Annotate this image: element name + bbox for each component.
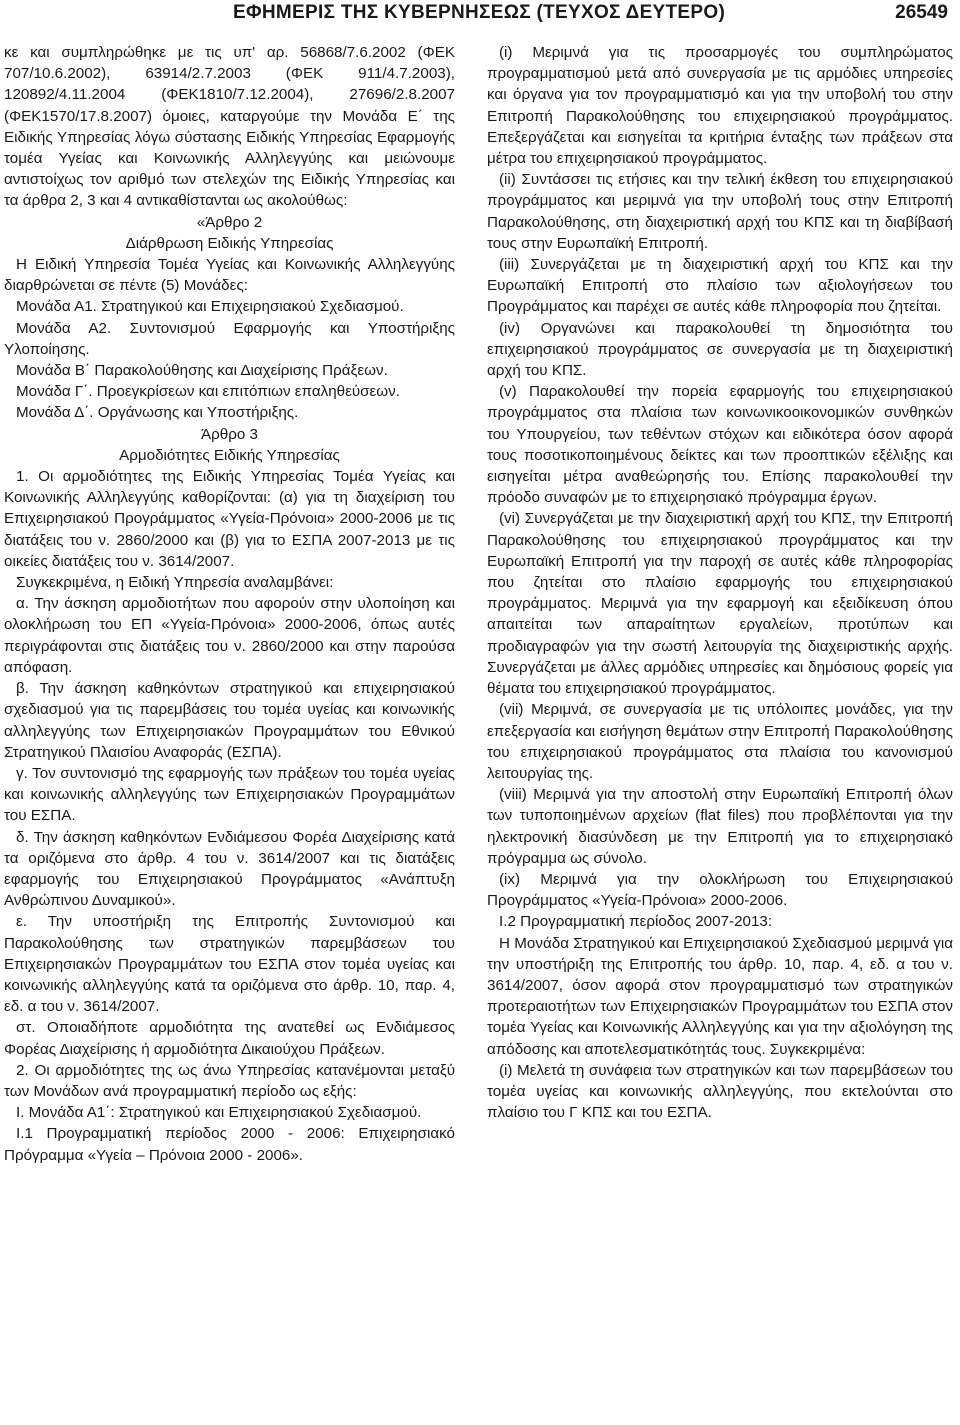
paragraph: Συγκεκριμένα, η Ειδική Υπηρεσία αναλαμβάνει:: [16, 574, 334, 592]
unit-c: Μονάδα Γ΄. Προεγκρίσεων και επιτόπιων επαληθεύσεων.: [16, 383, 400, 401]
unit-a2: Μονάδα Α2. Συντονισμού Εφαρμογής και Υποστήριξης Υλοποίησης.: [4, 319, 455, 358]
paragraph: Η Ειδική Υπηρεσία Τομέα Υγείας και Κοινωνικής Αλληλεγγύης διαρθρώνεται σε πέντε (5) Μονάδες:: [4, 256, 455, 295]
paragraph: (iii) Συνεργάζεται με τη διαχειριστική αρχή του ΚΠΣ και την Ευρωπαϊκή Επιτροπή στο πλαίσιο των αξιολογήσεων του Προγράμματος και παρέχει σε αυτές κάθε πληροφορία που ζητείται.: [487, 256, 953, 316]
page-number: 26549: [895, 2, 948, 23]
paragraph: 2. Οι αρμοδιότητες της ως άνω Υπηρεσίας κατανέμονται μεταξύ των Μονάδων ανά προγραμματική περίοδο ως εξής:: [4, 1061, 455, 1100]
page-header: [0, 0, 960, 34]
paragraph: δ. Την άσκηση καθηκόντων Ενδιάμεσου Φορέα Διαχείρισης κατά τα οριζόμενα στο άρθρ. 4 του ν. 3614/2007 και τις διατάξεις εφαρμογής του Επιχειρησιακού Προγράμματος «Ανάπτυξη Ανθρώπινου Δυναμικού».: [4, 828, 455, 910]
intro-paragraph: κε και συμπληρώθηκε με τις υπ' αρ. 56868/7.6.2002 (ΦΕΚ 707/10.6.2002), 63914/2.7.2003 (ΦΕΚ 911/4.7.2003), 120892/4.11.2004 (ΦΕΚ1810/7.12.2004), 27696/2.8.2007 (ΦΕΚ1570/17.8.2007) όμοιες, καταργούμε την Μονάδα Ε΄ της Ειδικής Υπηρεσίας λόγω σύστασης Ειδικής Υπηρεσίας Εφαρμογής τομέα Υγείας και Κοινωνικής Αλληλεγγύης και μειώνουμε αντιστοίχως τον αριθμό των στελεχών της Ειδικής Υπηρεσίας και τα άρθρα 2, 3 και 4 αντικαθίστανται ως ακολούθως:: [4, 44, 455, 210]
right-column: [487, 42, 953, 1123]
paragraph: Ι. Μονάδα Α1΄: Στρατηγικού και Επιχειρησιακού Σχεδιασμού.: [16, 1104, 422, 1122]
paragraph: (vii) Μεριμνά, σε συνεργασία με τις υπόλοιπες μονάδες, για την επεξεργασία και εισήγηση θεμάτων στην Επιτροπή Παρακολούθησης του επιχειρησιακού προγράμματος στα πλαίσια του κανονισμού λειτουργίας της.: [487, 701, 953, 782]
paragraph: (viii) Μεριμνά για την αποστολή στην Ευρωπαϊκή Επιτροπή όλων των τυποποιημένων αρχείων (flat files) που προβλέπονται για την ηλεκτρονική διασύνδεση με την Επιτροπή για το επιχειρησιακό πρόγραμμα ως σύνολο.: [487, 786, 953, 867]
unit-b: Μονάδα Β΄ Παρακολούθησης και Διαχείρισης Πράξεων.: [16, 362, 388, 380]
gazette-title: ΕΦΗΜΕΡΙΣ ΤΗΣ ΚΥΒΕΡΝΗΣΕΩΣ (ΤΕΥΧΟΣ ΔΕΥΤΕΡΟ): [233, 2, 726, 23]
paragraph: (v) Παρακολουθεί την πορεία εφαρμογής του επιχειρησιακού προγράμματος στα πλαίσια των κοινωνικοοικονομικών συνθηκών του Υπουργείου, των τεθέντων στόχων και ειδικότερα όσον αφορά τους ποσοτικοποιημένους δείκτες και των προοπτικών εξέλιξης και εισηγείται μέτρα αναθεώρησής του. Επίσης παρακολουθεί την πρόοδο συναφών με το επιχειρησιακό πρόγραμμα έργων.: [487, 383, 953, 507]
paragraph: (i) Μεριμνά για τις προσαρμογές του συμπληρώματος προγραμματισμού μετά από συνεργασία με τις αρμόδιες υπηρεσίες και όργανα για τον προγραμματισμό και για την υποβολή του στην Επιτροπή Παρακολούθησης του επιχειρησιακού προγράμματος. Επεξεργάζεται και εισηγείται τα κριτήρια ένταξης των πράξεων στα μέτρα του επιχειρησιακού προγράμματος.: [487, 44, 953, 168]
paragraph: 1. Οι αρμοδιότητες της Ειδικής Υπηρεσίας Τομέα Υγείας και Κοινωνικής Αλληλεγγύης καθορίζονται: (α) για τη διαχείριση του Επιχειρησιακού Προγράμματος «Υγεία-Πρόνοια» 2000-2006 με τις διατάξεις του ν. 2860/2000 και (β) για το ΕΣΠΑ 2007-2013 με τις οικείες διατάξεις του ν. 3614/2007.: [4, 468, 455, 570]
paragraph: (i) Μελετά τη συνάφεια των στρατηγικών και των παρεμβάσεων του τομέα υγείας και κοινωνικής αλληλεγγύης, που εκτελούνται στο πλαίσιο του Γ ΚΠΣ και του ΕΣΠΑ.: [487, 1061, 953, 1122]
paragraph: Η Μονάδα Στρατηγικού και Επιχειρησιακού Σχεδιασμού μεριμνά για την υποστήριξη της Επιτροπής του άρθρ. 10, παρ. 4, εδ. α του ν. 3614/2007, όσον αφορά στον προγραμματισμό των στρατηγικών προτεραιοτήτων των Επιχειρησιακών Προγραμμάτων του ΕΣΠΑ στον τομέα Υγείας και Κοινωνικής Αλληλεγγύης και για την αξιολόγηση της απόδοσης και αποτελεσματικότητάς τους. Συγκεκριμένα:: [487, 934, 953, 1058]
paragraph: Ι.1 Προγραμματική περίοδος 2000 - 2006: Επιχειρησιακό Πρόγραμμα «Υγεία – Πρόνοια 2000 - 2006».: [4, 1125, 455, 1164]
article-3-title: Αρμοδιότητες Ειδικής Υπηρεσίας: [119, 446, 340, 464]
paragraph: α. Την άσκηση αρμοδιοτήτων που αφορούν στην υλοποίηση και ολοκλήρωση του ΕΠ «Υγεία-Πρόνοια» 2000-2006, όπως αυτές περιγράφονται στις διατάξεις του ν. 2860/2000 και στην παρούσα απόφαση.: [4, 595, 455, 676]
paragraph: γ. Τον συντονισμό της εφαρμογής των πράξεων του τομέα υγείας και κοινωνικής αλληλεγγύης των Επιχειρησιακών Προγραμμάτων του ΕΣΠΑ.: [4, 764, 455, 825]
paragraph: (ix) Μεριμνά για την ολοκλήρωση του Επιχειρησιακού Προγράμματος «Υγεία-Πρόνοια» 2000-2006.: [487, 870, 953, 910]
paragraph: β. Την άσκηση καθηκόντων στρατηγικού και επιχειρησιακού σχεδιασμού για τις παρεμβάσεις του τομέα υγείας και κοινωνικής αλληλεγγύης των Επιχειρησιακών Προγραμμάτων του Εθνικού Στρατηγικού Πλαισίου Αναφοράς (ΕΣΠΑ).: [4, 680, 455, 761]
section-heading: Ι.2 Προγραμματική περίοδος 2007-2013:: [499, 913, 773, 931]
paragraph: (ii) Συντάσσει τις ετήσιες και την τελική έκθεση του επιχειρησιακού προγράμματος και μεριμνά για την υποβολή τους στην Επιτροπή Παρακολούθησης, στη διαχειριστική αρχή του ΚΠΣ και τη διαβίβασή τους στην Ευρωπαϊκή Επιτροπή.: [487, 171, 953, 252]
unit-a1: Μονάδα Α1. Στρατηγικού και Επιχειρησιακού Σχεδιασμού.: [16, 298, 404, 316]
article-2-heading: «Άρθρο 2: [196, 213, 263, 231]
paragraph: ε. Την υποστήριξη της Επιτροπής Συντονισμού και Παρακολούθησης των στρατηγικών παρεμβάσεων του Επιχειρησιακών Προγραμμάτων του ΕΣΠΑ στον τομέα υγείας και κοινωνικής αλληλεγγύης κατά τα οριζόμενα στο άρθρ. 10, παρ. 4, εδ. α του ν. 3614/2007.: [4, 913, 455, 1016]
paragraph: (vi) Συνεργάζεται με την διαχειριστική αρχή του ΚΠΣ, την Επιτροπή Παρακολούθησης του επιχειρησιακού προγράμματος και την Ευρωπαϊκή Επιτροπή για την παροχή σε αυτές κάθε πληροφορίας που ζητείται στο πλαίσιο εφαρμογής του επιχειρησιακού προγράμματος. Μεριμνά για την εφαρμογή και εξειδίκευση όπου απαιτείται των απαραίτητων εργαλείων, προτύπων και προδιαγραφών για την σωστή λειτουργία της διαχειριστικής αρχής. Συνεργάζεται με άλλες αρμόδιες υπηρεσίες και δημόσιους φορείς για θέματα του επιχειρησιακού προγράμματος.: [487, 510, 953, 698]
article-3-heading: Άρθρο 3: [201, 425, 258, 443]
paragraph: στ. Οποιαδήποτε αρμοδιότητα της ανατεθεί ως Ενδιάμεσος Φορέας Διαχείρισης ή αρμοδιότητα Δικαιούχου Πράξεων.: [4, 1019, 455, 1058]
left-column: [4, 42, 455, 1166]
paragraph: (iv) Οργανώνει και παρακολουθεί τη δημοσιότητα του επιχειρησιακού προγράμματος σε συνεργασία με τη διαχειριστική αρχή του ΚΠΣ.: [487, 319, 953, 380]
unit-d: Μονάδα Δ΄. Οργάνωσης και Υποστήριξης.: [16, 404, 299, 422]
article-2-title: Διάρθρωση Ειδικής Υπηρεσίας: [125, 234, 334, 252]
